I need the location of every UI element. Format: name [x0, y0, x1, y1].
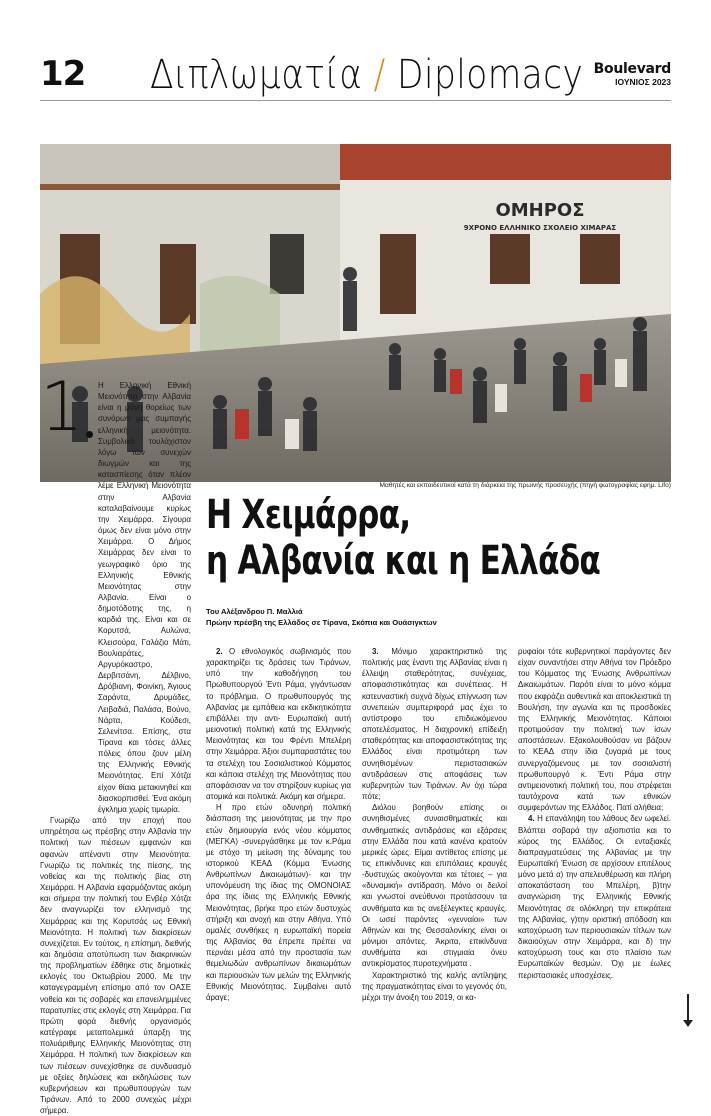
school-sign-subtitle: 9ΧΡΟΝΟ ΕΛΛΗΝΙΚΟ ΣΧΟΛΕΙΟ ΧΙΜΑΡΑΣ	[463, 224, 617, 232]
article-title-line1: Η Χειμάρρα,	[206, 492, 411, 538]
article-column-2	[206, 646, 351, 1003]
photo-caption: Μαθητές και εκπαιδευτικοί κατά τη διάρκεια της πρωινής προσευχής (πηγή φωτογραφίας εφημ. Lifo)	[379, 482, 671, 489]
section-number-3: 3.	[372, 647, 379, 656]
page-number: 12	[40, 54, 86, 94]
brand-block	[594, 62, 671, 87]
issue-date: ΙΟΥΝΙΟΣ 2023	[615, 77, 671, 87]
continue-arrow-icon	[683, 994, 693, 1028]
article-column-3	[362, 646, 507, 1003]
column-3-paragraph-2: Διόλου βοηθούν επίσης οι συνηθισμένες συναισθηματικές και συνθηματικές αντιδράσεις και εξάρσεις στην Ελλάδα που κατά κανένα κρατούν μερικές ώρες. Είμαι αντίθετος επίσης με τις επικίνδυνες και επιπόλαιες κραυγές -δυστυχώς ακούγονται και τέτοιες – για «δυναμική» αντίδραση. Μόνο οι δειλοί και γνωστοί ανεύθυνοι προτάσσουν τα συνθήματα και τις ανεξέλεγκτες κραυγές. Οι ωσεί παρόντες «γενναίοι» των Αθηνών και της Θεσσαλονίκης είναι οι μόνιμοι απόντες. Άκριτα, επικίνδυνα συνθήματα και στιγμιαία όνευ αντικρίσματος πυροτεχνήματα .	[362, 803, 507, 969]
article-column-1	[40, 380, 191, 1116]
drop-number: 1	[40, 368, 84, 447]
byline	[206, 606, 676, 628]
byline-role: Πρώην πρέσβη της Ελλάδος σε Τίρανα, Σκόπια και Ουάσιγκτων	[206, 618, 437, 627]
article-column-4	[518, 646, 671, 981]
section-title-slash: /	[373, 52, 386, 98]
article-title-line2: η Αλβανία και η Ελλάδα	[206, 538, 601, 584]
column-4-paragraph-1: ρυφαίοι τότε κυβερνητικοί παράγοντες δεν είχαν συναντήσει στην Αθήνα τον Πρόεδρο του Κόμματος της Ένωσης Ανθρωπίνων Δικαιωμάτων. Παρότι είναι το μόνο κόμμα που εκφράζει αυθεντικά και αποκλειστικά τη Βουλήση, την αγωνία και τις προσδοκίες της Ελληνικής Μειονότητας. Κάποιοι προτιμούσαν την πολιτική των ίσων αποστάσεων. Εξακολουθούσαν να βάζουν το ΚΕΑΔ στην ίδια ζυγαριά με τους συνεργαζόμενους με τον σοσιαλιστή πρωθυπουργό κ. Έντι Ράμα στην αντιμειονοτική πολιτική του, που στρέφεται ταυτόχρονα κατά των εθνικών συμφερόντων της Ελλάδος. Πατί αλήθεια;	[518, 647, 671, 813]
section-title-english: Diplomacy	[397, 52, 584, 98]
column-4-paragraph-2: Η επανάληψη του λάθους δεν ωφελεί. Βλάπτει σοβαρά την αξιοπιστία και το κύρος της Ελλάδος. Οι ενταξιακές διαπραγματεύσεις της Αλβανίας με την Ευρωπαϊκή Ένωση σε αρχίσουν επιτέλους μόνο μετά α) την απελευθέρωση και πλήρη αποκατάσταση του Μπελέρη, β)την αναγνώριση της Ελληνικής Εθνικής Μειονότητας σε ολόκληρη την επικράτεια της Αλβανίας, γ)την οριστική απόδοση και κατοχύρωση των περιουσιακών τίτλων των δικαιούχων στην Χειμάρρα, και δ) την κατοχύρωση τους και στο πλαίσιο των Ευρωπαϊκών θεσμών. Όχι με έωλες περιστασιακές υποσχέσεις.	[518, 814, 671, 980]
byline-author: Του Αλέξανδρου Π. Μαλλιά	[206, 607, 303, 616]
column-1-paragraph-1: Η Ελληνική Εθνική Μειονότητα στην Αλβανία είναι η μόνη θορείως των συνόρων μας συμπαγής ελληνική μειονότητα. Συμβολικά τουλάχιστον λόγω των συνεχών διωγμών και της κατασπίεσης όταν πλέον λέμε Ελληνική Μειονότητα στην Αλβανία καταλαβαίνουμε κυρίως την Χειμάρρα. Σίγουρα όμως δεν είναι μόνο στην Χειμάρρα. Ο Δήμος Χειμάρρας δεν είναι το γεωγραφικό όριο της Ελληνικής Εθνικής Μειονότητας στην Αλβανία. Είναι ο δημοτόδοτης της, η καρδιά της. Είναι και σε Κορυτσά, Αυλώνα, Κλεισούρα, Γαλάζιο Μάτι, Βουλιαράτες, Αργυρόκαστρο, Δερβιτσάνη, Δέλβινο, Δρόβιανη, Φοινίκη, Άγιους Σαράντα, Δρυμάδες, Λειβαδιά, Παλάσα, Βούνο, Νάρτα, Κούδεσι, Σελενίτσα. Επίσης, στα Τίρανα και τόσες άλλες πόλεις όπου ζουν μέλη της Ελληνικής Εθνικής Μειονότητας. Επί Χότζα είχον θίαια μετακινηθεί και διασκορπισθεί. Ένα ακόμη έγκλημα χωρίς τιμωρία.	[98, 381, 191, 814]
school-sign-title: ΟΜΗΡΟΣ	[495, 200, 585, 221]
column-3-paragraph-1: Μόνιμο χαρακτηριστικό της πολιτικής μας έναντι της Αλβανίας είναι η έλλειψη σταθερότητας, συνέχειας, αποφασιστικότητας και συνέπειας. Η κατευναστική συχνά δίχως επίγνωση των συνεπειών συμπεριφορά μας έχει το αντίστροφο του επιδιωκόμενου αποτελέσματος. Η διαχρονική επίδειξη σταθερότητας και αποφασιστικότητας της Ελλάδος είναι προτιμότερη των συνηθισμένων περιστασιακών αντιδράσεων στις αποφάσεις των κυβερνητών των Τιράνων. Αν όχι τώρα πότε;	[362, 647, 507, 802]
article-title	[206, 492, 601, 584]
column-1-paragraph-2: Γνωρίζω από την εποχή που υπηρέτησα ως πρέσβης στην Αλβανία την πολιτική των πιέσεων εμφανών και αφανών απέναντι στην Μειονότητα. Γνωρίζω τις πολιτικές της πίεσης, της νοθείας και της πολιτικής βίας στη Χειμάρρα. Η Αλβανία εφαρμόζοντας ακόμη και σήμερα την πολιτική του Ενβέρ Χότζα δεν αναγνωρίζει τον ελληνισμό της Χειμάρρας και της Κορυτσάς ως Εθνική Μειονότητα. Η πολιτική των διακρίσεων συνεχίζεται. Εν τούτοις, η επίσημη, διεθνής και δημόσια αποτύπωση των διακρινικών της προβληματίων έδθηκε στις δημοτικές εκλογές του Οκτωβρίου 2000. Με την καταγεγραμμένη επίσημο από τον ΟΑΣΕ νοθεία και τις σοβαρές και επανειλημμένες παρατυπίες στις εκλογές στη Χειμάρρα. Για πρώτη φορά διεθνής οργανισμός κατέγραφε μεταπολεμικά ύπαρξη της πολυάριθμης Ελληνικής Μειονότητας στη Χειμάρρα. Η πολιτική των διακρίσεων και των πιέσεων συνεχίσθηκε σε συνδυασμό με οξείες δηλώσεις και εκδηλώσεις των κυβερνήσεων και πρωθυπουργών των Τιράνων. Από το 2000 συνεχώς μέχρι σήμερα.	[40, 816, 191, 1116]
brand-name: Boulevard	[593, 61, 671, 77]
section-number-4: 4.	[528, 814, 535, 824]
section-title	[150, 52, 583, 98]
column-3-paragraph-3: Χαρακτηριστικό της καλής αντίληψης της πραγματικότητας είναι το γεγονός ότι, μέχρι την άνοιξη του 2019, οι κα-	[362, 970, 507, 1002]
column-2-paragraph-1: Ο εθνολογικός σωβινισμός που χαρακτηρίζει τις δράσεις των Τιράνων, υπό την καθοδήγηση του Πρωθυπουργού Έντι Ράμα, γιγάντωσαν το πρόβλημα. Ο πρωθυπουργός της Αλβανίας με εμπάθεια και εκδικητικότητα επιβάλλει την αντι- Ευρωπαϊκή αυτή μειονοτική πολιτική κατά της Ελληνικής Μειονότητας και του Φρέντι Μπελέρη στην Χειμάρρα. Άξιοι συμπαραστάτες του τα στελέχη του Σοσιαλιστικού Κόμματος και κάποια στελέχη της Μειονότητας που αποφάσισαν να τον στηρίξουν κυρίως για ατομικά και πολιτικά. Ακόμη και σήμερα.	[206, 647, 351, 802]
section-title-greek: Διπλωματία	[150, 52, 363, 98]
header-rule	[40, 100, 671, 101]
page-header	[40, 52, 671, 102]
column-2-paragraph-2: Η προ ετών οδυνηρή πολιτική διάσπαση της μειονότητας με την προ ετών δημιουργία ενός νέου κόμματος (ΜΕΓΚΑ) -συνεργάσθηκε με τον κ.Ράμα με στόχο τη μείωση της δύναμης του ιστορικού ΚΕΑΔ (Κόμμα Ένωσης Ανθρωπίνων Δικαιωμάτων)- και την υπονόμευση της ίδιας της ΟΜΟΝΟΙΑΣ άρα της ίδιας της Ελληνικής Εθνικής Μειονότητας, βρήκε προ ετών δυστυχώς στήριξη και ανοχή και στην Αθήνα. Υπό ομαλές συνθήκες η ευρωπαϊκή πορεία της Αλβανίας θα έπρεπε πρέπει να περνάει μέσα από την προστασία των θεμελιωδών ανθρωπίνων δικαιωμάτων και περιουσιών των μελών της Ελληνικής Εθνικής Μειονότητας. Συμβαίνει αυτό άραγε;	[206, 803, 351, 1002]
section-number-2: 2.	[216, 647, 223, 656]
